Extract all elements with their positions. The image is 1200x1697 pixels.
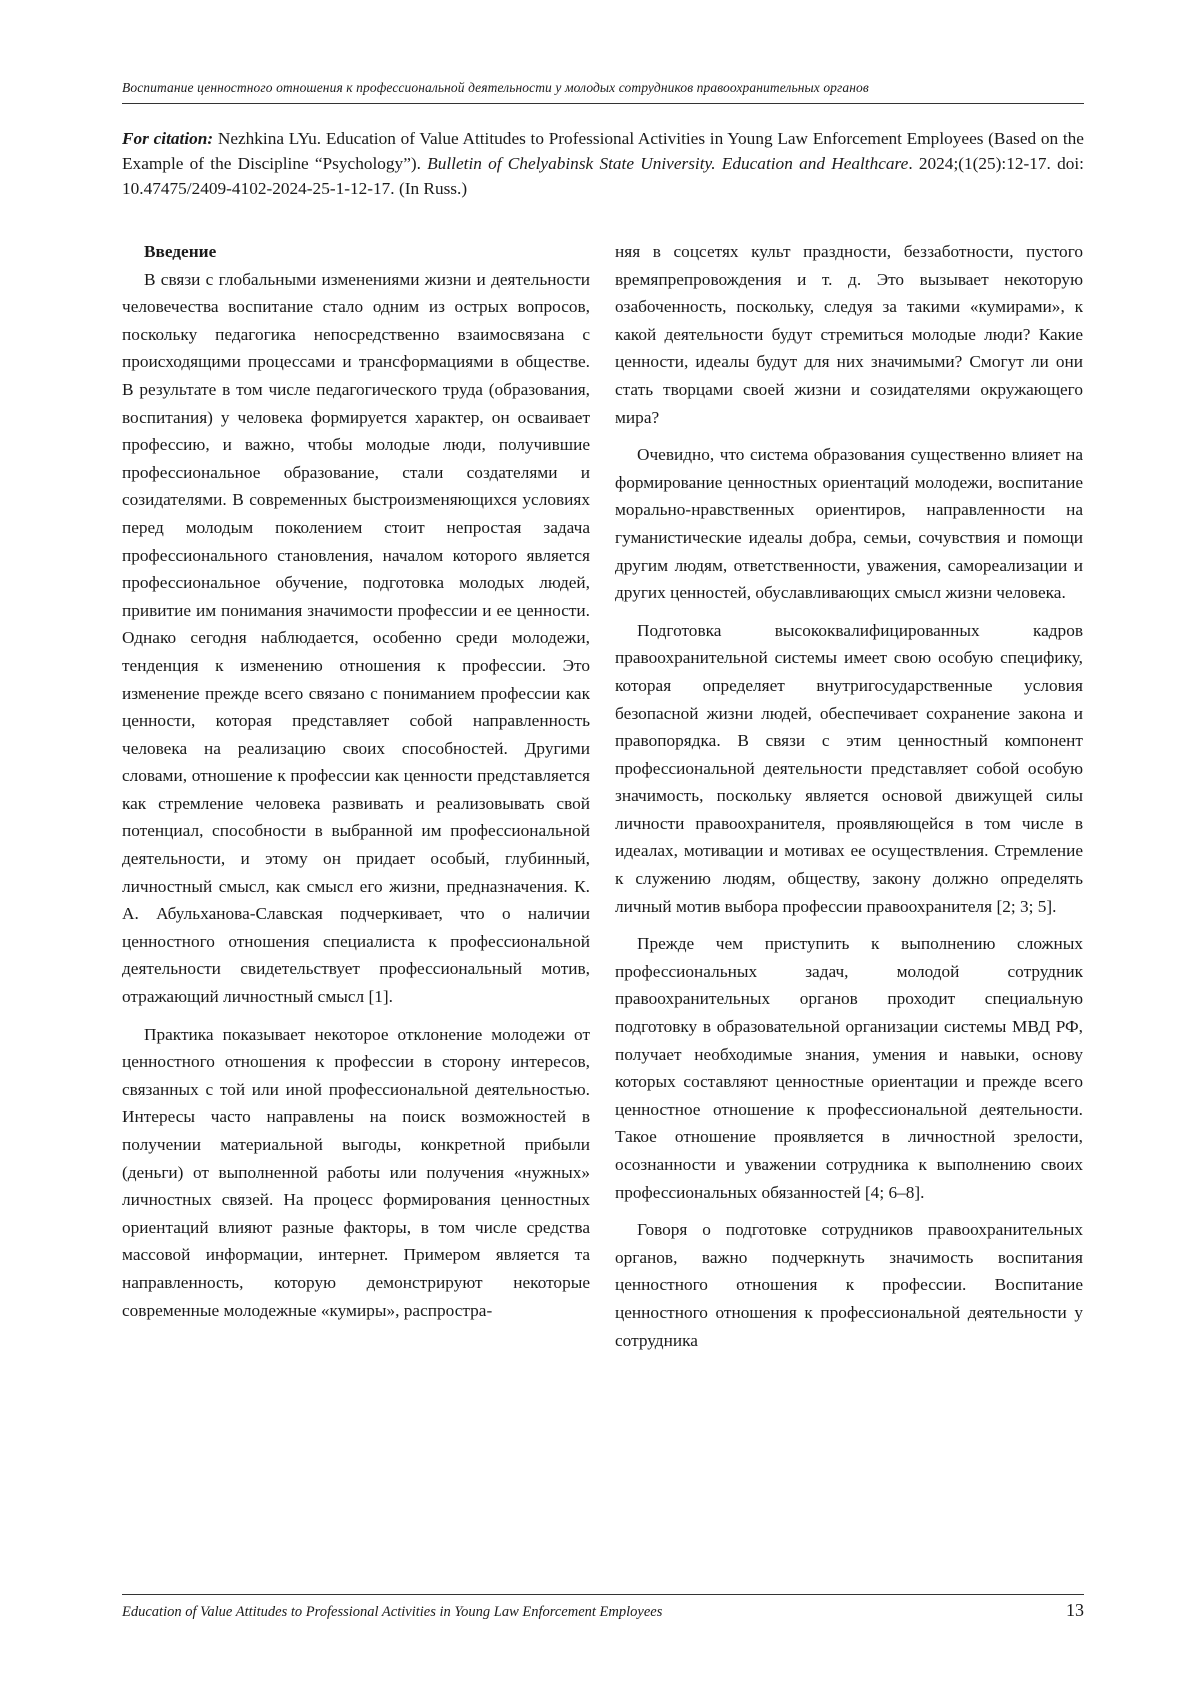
citation-block (122, 126, 1084, 201)
right-column (615, 238, 1083, 1364)
body-paragraph: Говоря о подготовке сотрудников правоохранительных органов, важно подчеркнуть значимость воспитания ценностного отношения к профессии. Воспитание ценностного отношения к профессиональной деятельности у сотрудника (615, 1220, 1083, 1350)
footer-divider (122, 1594, 1084, 1595)
running-header: Воспитание ценностного отношения к профессиональной деятельности у молодых сотрудников правоохранительных органов (122, 80, 869, 95)
citation-label: For citation: (122, 129, 214, 148)
body-paragraph: няя в соцсетях культ праздности, беззаботности, пустого времяпрепровождения и т. д. Это вызывает некоторую озабоченность, поскольку, следуя за такими «кумирами», к какой деятельности будут стремиться молодые люди? Какие ценности, идеалы будут для них значимыми? Смогут ли они стать творцами своей жизни и созидателями окружающего мира? (615, 242, 1083, 427)
body-paragraph: Практика показывает некоторое отклонение молодежи от ценностного отношения к профессии в сторону интересов, связанных с той или иной профессиональной деятельностью. Интересы часто направлены на поиск возможностей в получении материальной выгоды, конкретной прибыли (деньги) от выполненной работы или получения «нужных» личностных связей. На процесс формирования ценностных ориентаций влияют разные факторы, в том числе средства массовой информации, интернет. Примером является та направленность, которую демонстрируют некоторые современные молодежные «кумиры», распростра- (122, 1024, 590, 1320)
body-paragraph: Подготовка высококвалифицированных кадров правоохранительной системы имеет свою особую специфику, которая определяет внутригосударственные условия безопасной жизни людей, обеспечивает сохранение закона и правопорядка. В связи с этим ценностный компонент профессиональной деятельности представляет собой особую значимость, поскольку является основой движущей силы личности правоохранителя, проявляющейся в том числе в идеалах, мотивации и мотивах ее осуществления. Стремление к служению людям, обществу, закону должно определять личный мотив выбора профессии правоохранителя [2; 3; 5]. (615, 620, 1083, 916)
header-divider (122, 103, 1084, 104)
citation-text-1: Nezhkina LYu. Education of Value Attitudes to Professional Activities in Young Law Enforcement Employees (Based on the Example of the Discipline “Psychology”). (122, 129, 1084, 173)
footer-title: Education of Value Attitudes to Professional Activities in Young Law Enforcement Employees (122, 1604, 663, 1620)
section-heading: Введение (144, 242, 217, 261)
body-paragraph: Очевидно, что система образования существенно влияет на формирование ценностных ориентаций молодежи, воспитание морально-нравственных ориентиров, направленности на гуманистические идеалы добра, семьи, сочувствия и помощи другим людям, ответственности, уважения, самореализации и других ценностей, обуславливающих смысл жизни человека. (615, 445, 1083, 603)
body-paragraph: Прежде чем приступить к выполнению сложных профессиональных задач, молодой сотрудник правоохранительных органов проходит специальную подготовку в образовательной организации системы МВД РФ, получает необходимые знания, умения и навыки, основу которых составляют ценностные ориентации и прежде всего ценностное отношение к профессиональной деятельности. Такое отношение проявляется в личностной зрелости, осознанности и уважении сотрудника к выполнению своих профессиональных обязанностей [4; 6–8]. (615, 934, 1083, 1202)
body-paragraph: В связи с глобальными изменениями жизни и деятельности человечества воспитание стало одним из острых вопросов, поскольку педагогика непосредственно взаимосвязана с происходящими процессами и трансформациями в обществе. В результате в том числе педагогического труда (образования, воспитания) у человека формируется характер, он осваивает профессию, и важно, чтобы молодые люди, получившие профессиональное образование, стали создателями и созидателями. В современных быстроизменяющихся условиях перед молодым поколением стоит непростая задача профессионального становления, началом которого является профессиональное обучение, подготовка молодых людей, привитие им понимания значимости профессии и ее ценности. Однако сегодня наблюдается, особенно среди молодежи, тенденция к изменению отношения к профессии. Это изменение прежде всего связано с пониманием профессии как ценности, которая представляет собой направленность человека на реализацию своих способностей. Другими словами, отношение к профессии как ценности представляется как стремление человека развивать и реализовывать свой потенциал, способности в выбранной им профессиональной деятельности, и этому он придает особый, глубинный, личностный смысл, как смысл его жизни, предназначения. К. А. Абульханова-Славская подчеркивает, что о наличии ценностного отношения специалиста к профессиональной деятельности свидетельствует профессиональный мотив, отражающий личностный смысл [1]. (122, 269, 590, 1007)
citation-text-2: . 2024;(1(25):12-17. doi: 10.47475/2409-4102-2024-25-1-12-17. (In Russ.) (122, 154, 1084, 198)
citation-journal: Bulletin of Chelyabinsk State University. Education and Healthcare (427, 154, 909, 173)
left-column (122, 238, 590, 1334)
page-number: 13 (1066, 1600, 1084, 1620)
